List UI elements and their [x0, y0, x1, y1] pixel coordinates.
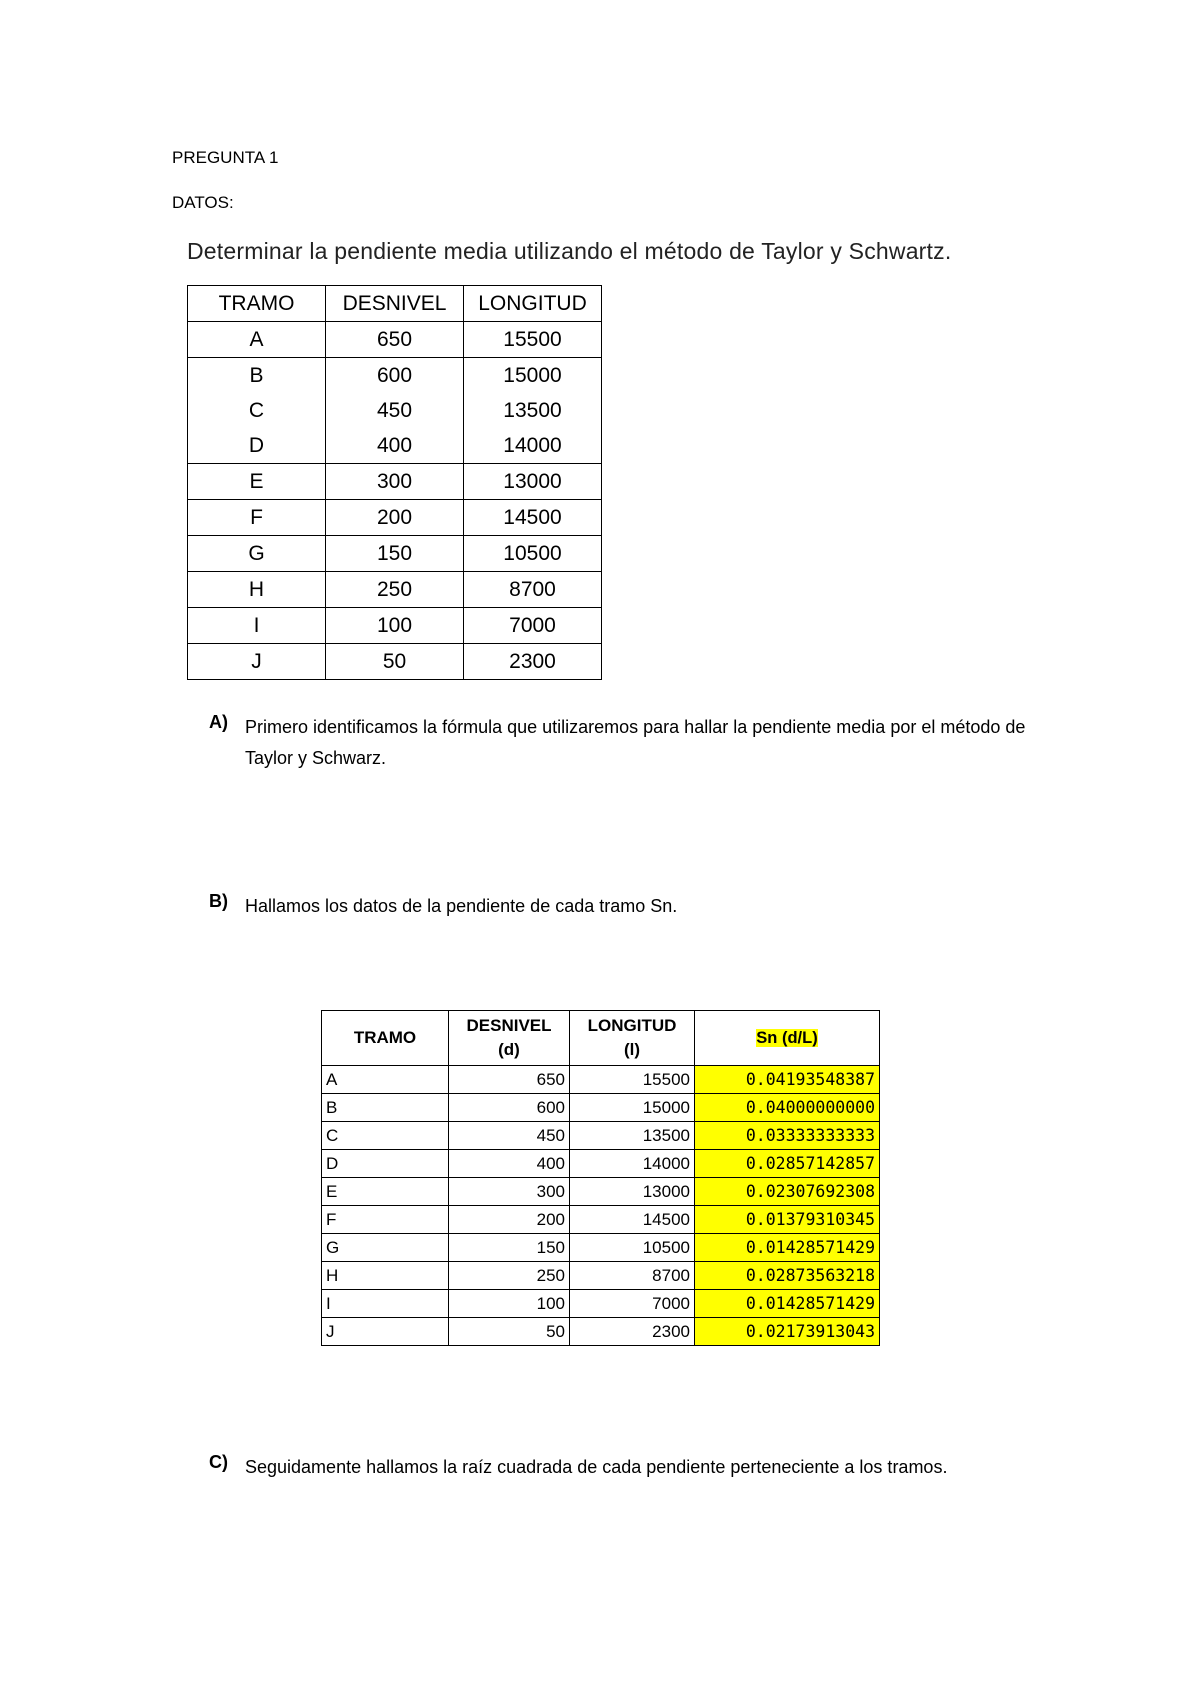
cell-longitud: 13500	[570, 1122, 695, 1150]
cell-desnivel: 300	[326, 464, 464, 500]
header-desnivel-unit: (d)	[498, 1040, 520, 1059]
cell-tramo: J	[188, 644, 326, 680]
cell-longitud: 8700	[464, 572, 602, 608]
cell-tramo: C	[188, 393, 326, 428]
table-row	[322, 1262, 880, 1290]
cell-longitud: 2300	[464, 644, 602, 680]
cell-tramo: J	[322, 1318, 449, 1346]
table-row	[188, 572, 602, 608]
cell-tramo: A	[322, 1066, 449, 1094]
cell-desnivel: 250	[449, 1262, 570, 1290]
cell-longitud: 8700	[570, 1262, 695, 1290]
cell-longitud: 10500	[464, 536, 602, 572]
cell-longitud: 13500	[464, 393, 602, 428]
table-row	[322, 1066, 880, 1094]
cell-desnivel: 600	[449, 1094, 570, 1122]
table-row	[188, 500, 602, 536]
data-table-header	[188, 286, 602, 322]
cell-longitud: 15000	[464, 358, 602, 394]
cell-desnivel: 650	[449, 1066, 570, 1094]
cell-longitud: 7000	[464, 608, 602, 644]
step-a-letter: A)	[209, 712, 228, 732]
cell-desnivel: 300	[449, 1178, 570, 1206]
table-row	[188, 536, 602, 572]
step-c-text: Seguidamente hallamos la raíz cuadrada de cada pendiente perteneciente a los tramos.	[245, 1457, 948, 1477]
cell-desnivel: 450	[449, 1122, 570, 1150]
header-sn	[695, 1011, 880, 1066]
header-longitud	[570, 1011, 695, 1066]
cell-tramo: H	[322, 1262, 449, 1290]
step-a-text: Primero identificamos la fórmula que utilizaremos para hallar la pendiente media por el método de Taylor y Schwarz.	[245, 717, 1026, 768]
cell-desnivel: 400	[326, 428, 464, 464]
cell-tramo: A	[188, 322, 326, 358]
table-row	[322, 1318, 880, 1346]
slope-table-header	[322, 1011, 880, 1066]
cell-desnivel: 200	[326, 500, 464, 536]
header-tramo: TRAMO	[322, 1011, 449, 1066]
cell-sn: 0.02173913043	[695, 1318, 880, 1346]
cell-tramo: F	[322, 1206, 449, 1234]
cell-longitud: 7000	[570, 1290, 695, 1318]
header-tramo: TRAMO	[188, 286, 326, 322]
cell-longitud: 15500	[570, 1066, 695, 1094]
cell-tramo: E	[188, 464, 326, 500]
table-row	[188, 428, 602, 464]
header-desnivel	[449, 1011, 570, 1066]
cell-sn: 0.04193548387	[695, 1066, 880, 1094]
cell-tramo: B	[322, 1094, 449, 1122]
cell-tramo: H	[188, 572, 326, 608]
step-b-text: Hallamos los datos de la pendiente de cada tramo Sn.	[245, 896, 678, 916]
cell-desnivel: 250	[326, 572, 464, 608]
question-heading: PREGUNTA 1	[172, 148, 279, 167]
cell-tramo: G	[188, 536, 326, 572]
table-row	[188, 464, 602, 500]
cell-longitud: 14000	[464, 428, 602, 464]
cell-longitud: 13000	[570, 1178, 695, 1206]
cell-longitud: 15000	[570, 1094, 695, 1122]
header-desnivel: DESNIVEL	[326, 286, 464, 322]
cell-tramo: I	[188, 608, 326, 644]
cell-desnivel: 100	[326, 608, 464, 644]
datos-label: DATOS:	[172, 193, 234, 212]
step-c-letter: C)	[209, 1452, 228, 1472]
cell-longitud: 10500	[570, 1234, 695, 1262]
cell-longitud: 14000	[570, 1150, 695, 1178]
cell-longitud: 15500	[464, 322, 602, 358]
cell-tramo: G	[322, 1234, 449, 1262]
cell-longitud: 14500	[570, 1206, 695, 1234]
problem-statement: Determinar la pendiente media utilizando el método de Taylor y Schwartz.	[187, 238, 952, 264]
cell-sn: 0.02873563218	[695, 1262, 880, 1290]
table-row	[322, 1290, 880, 1318]
table-row	[322, 1094, 880, 1122]
cell-desnivel: 650	[326, 322, 464, 358]
table-row	[188, 608, 602, 644]
cell-desnivel: 150	[326, 536, 464, 572]
cell-desnivel: 200	[449, 1206, 570, 1234]
table-row	[322, 1178, 880, 1206]
table-row	[322, 1150, 880, 1178]
cell-sn: 0.03333333333	[695, 1122, 880, 1150]
cell-sn: 0.02307692308	[695, 1178, 880, 1206]
cell-tramo: F	[188, 500, 326, 536]
cell-longitud: 13000	[464, 464, 602, 500]
cell-desnivel: 100	[449, 1290, 570, 1318]
header-sn-label: Sn (d/L)	[756, 1029, 818, 1047]
header-longitud-unit: (l)	[623, 1040, 641, 1059]
cell-longitud: 14500	[464, 500, 602, 536]
header-longitud: LONGITUD	[464, 286, 602, 322]
cell-desnivel: 50	[449, 1318, 570, 1346]
cell-desnivel: 450	[326, 393, 464, 428]
header-desnivel-label: DESNIVEL	[466, 1016, 552, 1035]
cell-longitud: 2300	[570, 1318, 695, 1346]
cell-tramo: C	[322, 1122, 449, 1150]
header-longitud-label: LONGITUD	[587, 1016, 677, 1035]
cell-sn: 0.01428571429	[695, 1234, 880, 1262]
cell-sn: 0.04000000000	[695, 1094, 880, 1122]
cell-desnivel: 150	[449, 1234, 570, 1262]
slope-table	[321, 1010, 880, 1346]
table-row	[188, 322, 602, 358]
step-b-letter: B)	[209, 891, 228, 911]
cell-desnivel: 600	[326, 358, 464, 394]
cell-tramo: E	[322, 1178, 449, 1206]
cell-desnivel: 400	[449, 1150, 570, 1178]
cell-tramo: I	[322, 1290, 449, 1318]
table-row	[188, 393, 602, 428]
table-row	[188, 358, 602, 394]
data-table	[187, 285, 602, 680]
cell-tramo: D	[188, 428, 326, 464]
cell-sn: 0.01428571429	[695, 1290, 880, 1318]
cell-desnivel: 50	[326, 644, 464, 680]
table-row	[322, 1234, 880, 1262]
cell-tramo: D	[322, 1150, 449, 1178]
cell-sn: 0.01379310345	[695, 1206, 880, 1234]
cell-tramo: B	[188, 358, 326, 394]
table-row	[322, 1206, 880, 1234]
table-row	[322, 1122, 880, 1150]
table-row	[188, 644, 602, 680]
cell-sn: 0.02857142857	[695, 1150, 880, 1178]
